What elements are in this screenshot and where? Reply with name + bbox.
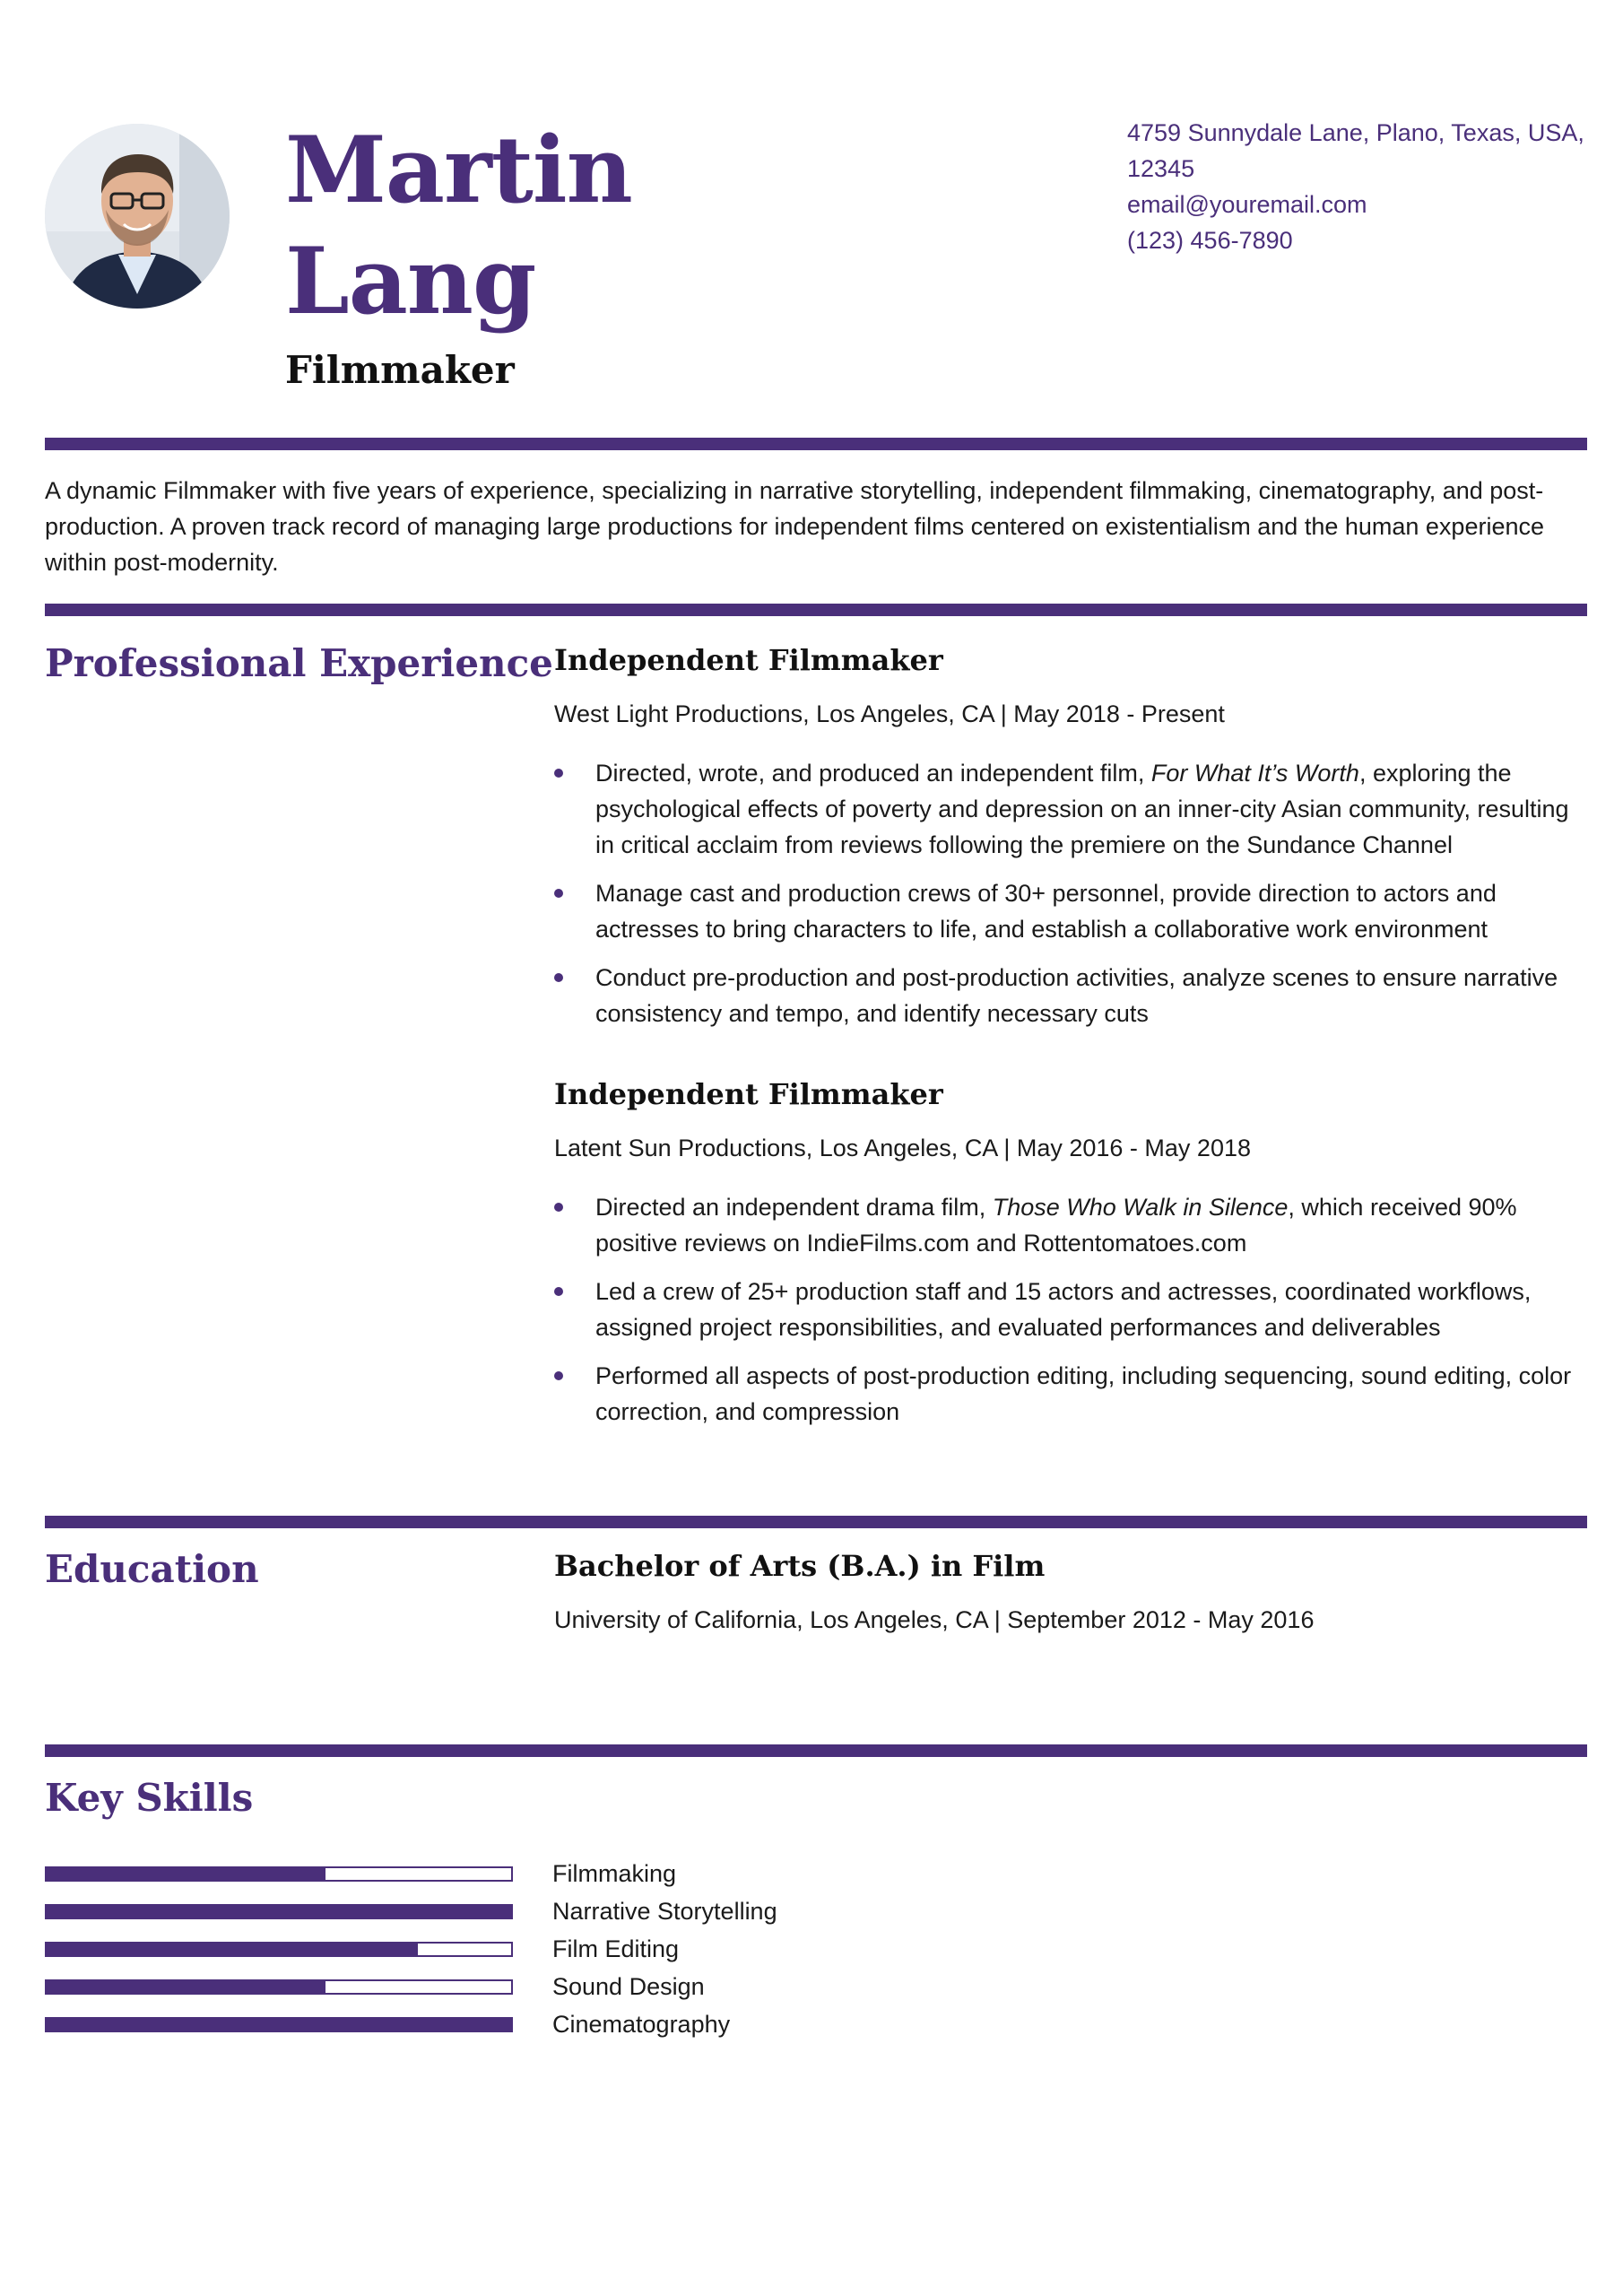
bullet-dot-icon [554, 1371, 563, 1380]
skill-level-bar [45, 1904, 513, 1919]
job-bullets [554, 1189, 1576, 1430]
skill-level-fill [47, 1906, 511, 1918]
degree-title: Bachelor of Arts (B.A.) in Film [554, 1549, 1046, 1583]
skill-level-fill [47, 1944, 418, 1955]
divider [45, 604, 1587, 616]
first-name: Martin [285, 117, 632, 224]
contact-phone: (123) 456-7890 [1127, 227, 1293, 254]
contact-address: 4759 Sunnydale Lane, Plano, Texas, USA, 12345 [1127, 119, 1584, 182]
bullet-dot-icon [554, 1287, 563, 1296]
experience-heading: Professional Experience [45, 641, 553, 685]
skill-label: Filmmaking [552, 1860, 677, 1887]
job-role-title: Independent Filmmaker [554, 643, 943, 677]
skill-row [45, 1930, 777, 1968]
skill-label: Narrative Storytelling [552, 1898, 777, 1925]
skills-list [45, 1855, 777, 2043]
profile-photo [45, 124, 230, 309]
skill-row [45, 1892, 777, 1930]
contact-email[interactable]: email@youremail.com [1127, 191, 1367, 218]
skill-level-bar [45, 1979, 513, 1995]
skill-row [45, 1855, 777, 1892]
person-photo-icon [45, 124, 230, 309]
skill-level-bar [45, 1942, 513, 1957]
skill-level-bar [45, 1866, 513, 1882]
skill-level-fill [47, 1981, 325, 1993]
education-heading: Education [45, 1547, 259, 1591]
divider [45, 1516, 1587, 1528]
divider [45, 1744, 1587, 1757]
job-entry [554, 640, 1576, 1031]
contact-info [1127, 115, 1593, 258]
skill-level-fill [47, 1868, 325, 1880]
bullet-item: Conduct pre-production and post-production activities, analyze scenes to ensure narrative consistency and tempo, and identify necessary cuts [554, 960, 1576, 1031]
skill-label: Cinematography [552, 2011, 731, 2038]
education-meta: University of California, Los Angeles, CA | September 2012 - May 2016 [554, 1606, 1315, 1633]
education-entry [554, 1546, 1576, 1638]
experience-list [554, 640, 1576, 1442]
skill-label: Film Editing [552, 1935, 680, 1962]
job-entry [554, 1074, 1576, 1430]
job-role-title: Independent Filmmaker [554, 1077, 943, 1111]
job-title: Filmmaker [285, 348, 515, 392]
skill-level-bar [45, 2017, 513, 2032]
divider [45, 438, 1587, 450]
bullet-item: Led a crew of 25+ production staff and 15 actors and actresses, coordinated workflows, assigned project responsibilities, and evaluated performances and deliverables [554, 1274, 1576, 1345]
bullet-dot-icon [554, 769, 563, 778]
bullet-item: Performed all aspects of post-production editing, including sequencing, sound editing, color correction, and compression [554, 1358, 1576, 1430]
skill-row [45, 2005, 777, 2043]
bullet-dot-icon [554, 973, 563, 982]
skills-heading: Key Skills [45, 1776, 254, 1820]
job-meta: Latent Sun Productions, Los Angeles, CA | May 2016 - May 2018 [554, 1135, 1251, 1161]
job-meta: West Light Productions, Los Angeles, CA | May 2018 - Present [554, 700, 1225, 727]
skill-label: Sound Design [552, 1973, 705, 2000]
bullet-item: Directed, wrote, and produced an independent film, For What It’s Worth, exploring the psychological effects of poverty and depression on an inner-city Asian community, resulting in critical acclaim from reviews following the premiere on the Sundance Channel [554, 755, 1576, 863]
bullet-item: Manage cast and production crews of 30+ personnel, provide direction to actors and actresses to bring characters to life, and establish a collaborative work environment [554, 875, 1576, 947]
summary-text: A dynamic Filmmaker with five years of experience, specializing in narrative storytelling, independent filmmaking, cinematography, and post-production. A proven track record of managing large productions for independent films centered on existentialism and the human experience within post-modernity. [45, 477, 1544, 576]
bullet-item: Directed an independent drama film, Those Who Walk in Silence, which received 90% positive reviews on IndieFilms.com and Rottentomatoes.com [554, 1189, 1576, 1261]
full-name [285, 115, 632, 337]
bullet-dot-icon [554, 1203, 563, 1212]
skill-row [45, 1968, 777, 2005]
skill-level-fill [47, 2019, 511, 2031]
last-name: Lang [285, 228, 536, 335]
job-bullets [554, 755, 1576, 1031]
bullet-dot-icon [554, 889, 563, 898]
